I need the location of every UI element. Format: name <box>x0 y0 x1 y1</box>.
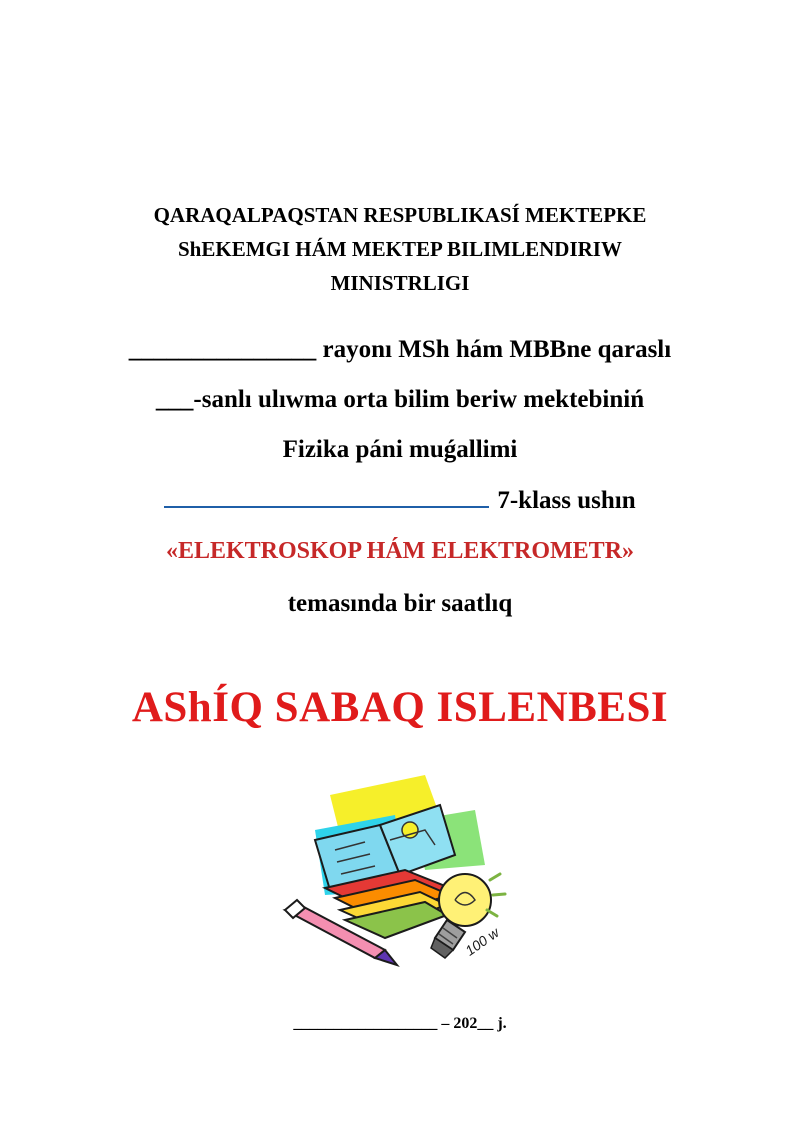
bulb-wattage-label: 100 w <box>462 924 502 959</box>
class-text: 7-klass ushın <box>497 487 636 514</box>
document-title: AShÍQ SABAQ ISLENBESI <box>131 684 669 731</box>
lesson-topic: «ELEKTROSKOP HÁM ELEKTROMETR» <box>165 538 635 564</box>
ministry-line-3: MINISTRLIGI <box>330 271 470 295</box>
books-pen-lightbulb-clipart <box>275 770 525 970</box>
ministry-line-1: QARAQALPAQSTAN RESPUBLIKASÍ MEKTEPKE <box>153 203 647 227</box>
teacher-name-blank <box>164 486 489 508</box>
district-line: _______________ rayonı MSh hám MBBne qaraslı <box>128 336 672 363</box>
ministry-line-2: ShEKEMGI HÁM MEKTEP BILIMLENDIRIW <box>178 237 622 261</box>
date-line: __________________ – 202__ j. <box>293 1015 507 1032</box>
school-line: ___-sanlı ulıwma orta bilim beriw mektebiniń <box>155 386 645 413</box>
teacher-class-line <box>0 486 800 515</box>
topic-suffix: temasında bir saatlıq <box>287 590 513 617</box>
subject-line: Fizika páni muǵallimi <box>282 436 518 463</box>
